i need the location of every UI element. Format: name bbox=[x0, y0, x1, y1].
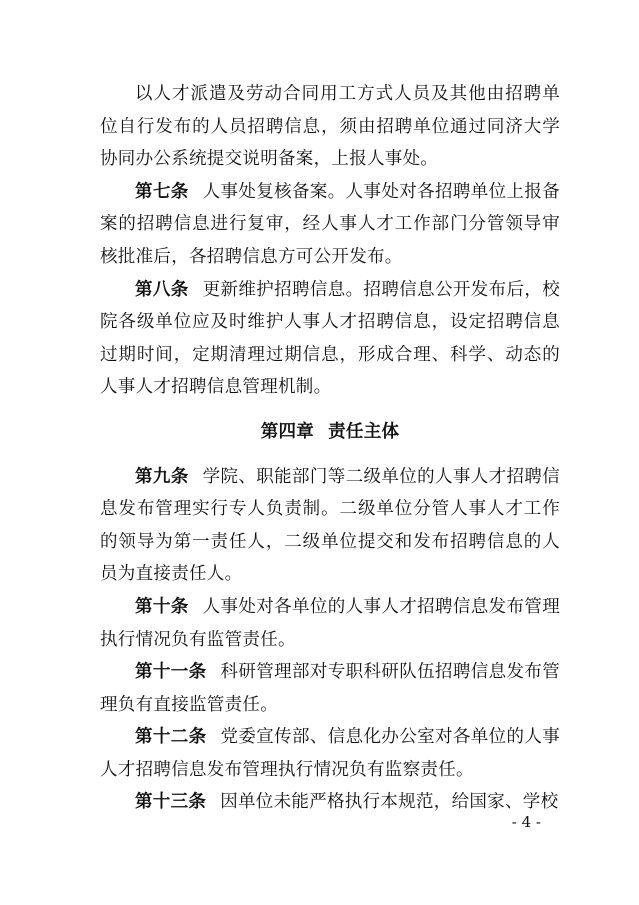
article-number: 第七条 bbox=[135, 181, 189, 202]
page-number: - 4 - bbox=[511, 813, 541, 831]
article-text: 人事处对各单位的人事人才招聘信息发布管理执行情况负有监管责任。 bbox=[100, 596, 560, 650]
article-12 bbox=[100, 721, 560, 786]
article-number: 第十条 bbox=[135, 596, 189, 617]
article-7 bbox=[100, 176, 560, 274]
document-body bbox=[100, 78, 560, 819]
article-number: 第十二条 bbox=[135, 727, 207, 748]
chapter-number: 第四章 bbox=[260, 421, 315, 442]
article-10 bbox=[100, 591, 560, 656]
article-number: 第十一条 bbox=[135, 662, 207, 683]
article-13 bbox=[100, 786, 560, 819]
article-9 bbox=[100, 461, 560, 591]
article-number: 第九条 bbox=[135, 466, 189, 487]
article-text: 科研管理部对专职科研队伍招聘信息发布管理负有直接监管责任。 bbox=[100, 662, 561, 715]
article-number: 第十三条 bbox=[135, 792, 207, 813]
article-11 bbox=[100, 656, 560, 721]
paragraph-dispatch-personnel bbox=[100, 78, 560, 176]
article-text: 更新维护招聘信息。招聘信息公开发布后，校院各级单位应及时维护人事人才招聘信息，设定招聘信息过期时间，定期清理过期信息，形成合理、科学、动态的人事人才招聘信息管理机制。 bbox=[100, 279, 560, 398]
article-text: 党委宣传部、信息化办公室对各单位的人事人才招聘信息发布管理执行情况负有监察责任。 bbox=[100, 727, 561, 780]
article-8 bbox=[100, 274, 560, 404]
article-number: 第八条 bbox=[135, 279, 189, 300]
chapter-title: 责任主体 bbox=[328, 421, 400, 442]
article-text: 因单位未能严格执行本规范，给国家、学校 bbox=[220, 792, 559, 813]
paragraph-text: 以人才派遣及劳动合同用工方式人员及其他由招聘单位自行发布的人员招聘信息，须由招聘单位通过同济大学协同办公系统提交说明备案，上报人事处。 bbox=[100, 84, 560, 170]
article-text: 人事处复核备案。人事处对各招聘单位上报备案的招聘信息进行复审，经人事人才工作部门分管领导审核批准后，各招聘信息方可公开发布。 bbox=[100, 181, 560, 267]
chapter-heading bbox=[100, 404, 560, 461]
article-text: 学院、职能部门等二级单位的人事人才招聘信息发布管理实行专人负责制。二级单位分管人事人才工作的领导为第一责任人，二级单位提交和发布招聘信息的人员为直接责任人。 bbox=[100, 466, 560, 585]
